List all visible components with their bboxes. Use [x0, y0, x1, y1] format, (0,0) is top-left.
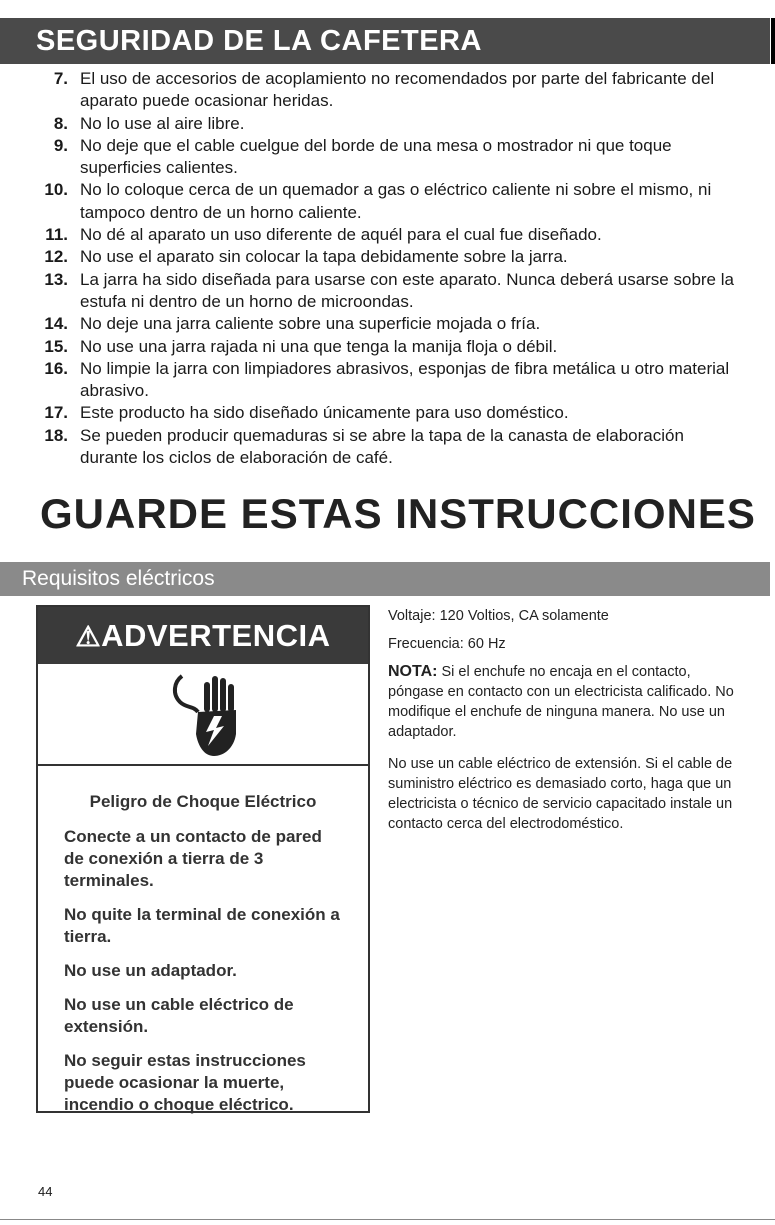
- save-instructions-heading: GUARDE ESTAS INSTRUCCIONES: [40, 490, 756, 537]
- item-text: No limpie la jarra con limpiadores abrasivos, esponjas de fibra metálica u otro material abrasivo.: [80, 358, 730, 401]
- list-item: [40, 425, 740, 470]
- requirements-tab-wrapper: [0, 562, 252, 596]
- extension-paragraph: No use un cable eléctrico de extensión. Si el cable de suministro eléctrico es demasiado corto, haga que un electricista o técnico de servicio capacitado instale un contacto cerca del electrodoméstico.: [388, 756, 733, 832]
- warning-box: [36, 605, 370, 1113]
- frequency-spec: Frecuencia: 60 Hz: [388, 636, 506, 652]
- item-text: No use el aparato sin colocar la tapa debidamente sobre la jarra.: [80, 247, 568, 267]
- warning-line: No use un adaptador.: [64, 961, 237, 980]
- shock-hazard-icon-area: [38, 664, 368, 766]
- item-text: No use una jarra rajada ni una que tenga la manija floja o débil.: [80, 336, 558, 356]
- list-item: [40, 336, 740, 358]
- list-item: [40, 246, 740, 268]
- item-text: No deje una jarra caliente sobre una superficie mojada o fría.: [80, 314, 541, 334]
- warning-title: ADVERTENCIA: [101, 618, 331, 653]
- item-number: 17.: [44, 403, 68, 423]
- item-text: No lo use al aire libre.: [80, 113, 245, 133]
- item-number: 11.: [45, 225, 68, 245]
- section-header-bar: [0, 18, 770, 64]
- item-number: 15.: [44, 336, 68, 356]
- item-number: 18.: [44, 425, 68, 445]
- item-text: No dé al aparato un uso diferente de aquél para el cual fue diseñado.: [80, 225, 602, 245]
- header-edge-rule: [771, 18, 775, 64]
- warning-heading: Peligro de Choque Eléctrico: [89, 792, 317, 811]
- item-text: No deje que el cable cuelgue del borde de una mesa o mostrador ni que toque superficies calientes.: [80, 135, 672, 178]
- item-number: 7.: [53, 69, 68, 88]
- warning-body: [38, 766, 368, 1116]
- item-number: 16.: [44, 358, 68, 378]
- list-item: [40, 135, 740, 180]
- warning-line: Conecte a un contacto de pared de conexión a tierra de 3 terminales.: [64, 827, 322, 890]
- electric-shock-hand-icon: [168, 672, 248, 758]
- list-item: [40, 402, 740, 424]
- warning-triangle-icon: ⚠: [75, 621, 102, 652]
- electrical-specs: [388, 606, 738, 846]
- warning-line: No quite la terminal de conexión a tierra.: [64, 905, 340, 946]
- list-item: [40, 179, 740, 224]
- item-text: Este producto ha sido diseñado únicamente para uso doméstico.: [80, 403, 569, 423]
- item-number: 10.: [44, 180, 68, 200]
- note-label: NOTA:: [388, 663, 438, 680]
- item-number: 13.: [44, 269, 68, 289]
- list-item: [40, 358, 740, 403]
- requirements-label: Requisitos eléctricos: [0, 562, 252, 596]
- note-text: Si el enchufe no encaja en el contacto, póngase en contacto con un electricista calificado. No modifique el enchufe de ninguna manera. No use un adaptador.: [388, 664, 734, 740]
- requirements-bar: [252, 562, 770, 596]
- bottom-rule: [0, 1219, 775, 1220]
- page-number: 44: [38, 1184, 53, 1199]
- list-item: [40, 113, 740, 135]
- list-item: [40, 313, 740, 335]
- item-text: No lo coloque cerca de un quemador a gas o eléctrico caliente ni sobre el mismo, ni tampoco dentro de un horno caliente.: [80, 180, 712, 222]
- item-text: Se pueden producir quemaduras si se abre la tapa de la canasta de elaboración durante los ciclos de elaboración de café.: [80, 425, 684, 468]
- voltage-spec: Voltaje: 120 Voltios, CA solamente: [388, 608, 609, 624]
- item-text: El uso de accesorios de acoplamiento no recomendados por parte del fabricante del aparato puede ocasionar heridas.: [80, 69, 715, 111]
- item-number: 12.: [44, 247, 68, 267]
- warning-header: [38, 607, 368, 664]
- safety-instructions-list: [40, 68, 740, 469]
- warning-line: No seguir estas instrucciones puede ocasionar la muerte, incendio o choque eléctrico.: [64, 1051, 306, 1114]
- list-item: [40, 269, 740, 314]
- item-text: La jarra ha sido diseñada para usarse con este aparato. Nunca deberá usarse sobre la estufa ni dentro de un horno de microondas.: [80, 269, 734, 311]
- note-paragraph: [388, 662, 738, 742]
- list-item: [40, 224, 740, 246]
- list-item: [40, 68, 740, 113]
- item-number: 14.: [44, 314, 68, 334]
- item-number: 9.: [53, 135, 68, 155]
- section-title: SEGURIDAD DE LA CAFETERA: [36, 25, 482, 57]
- warning-line: No use un cable eléctrico de extensión.: [64, 995, 294, 1036]
- item-number: 8.: [53, 113, 68, 133]
